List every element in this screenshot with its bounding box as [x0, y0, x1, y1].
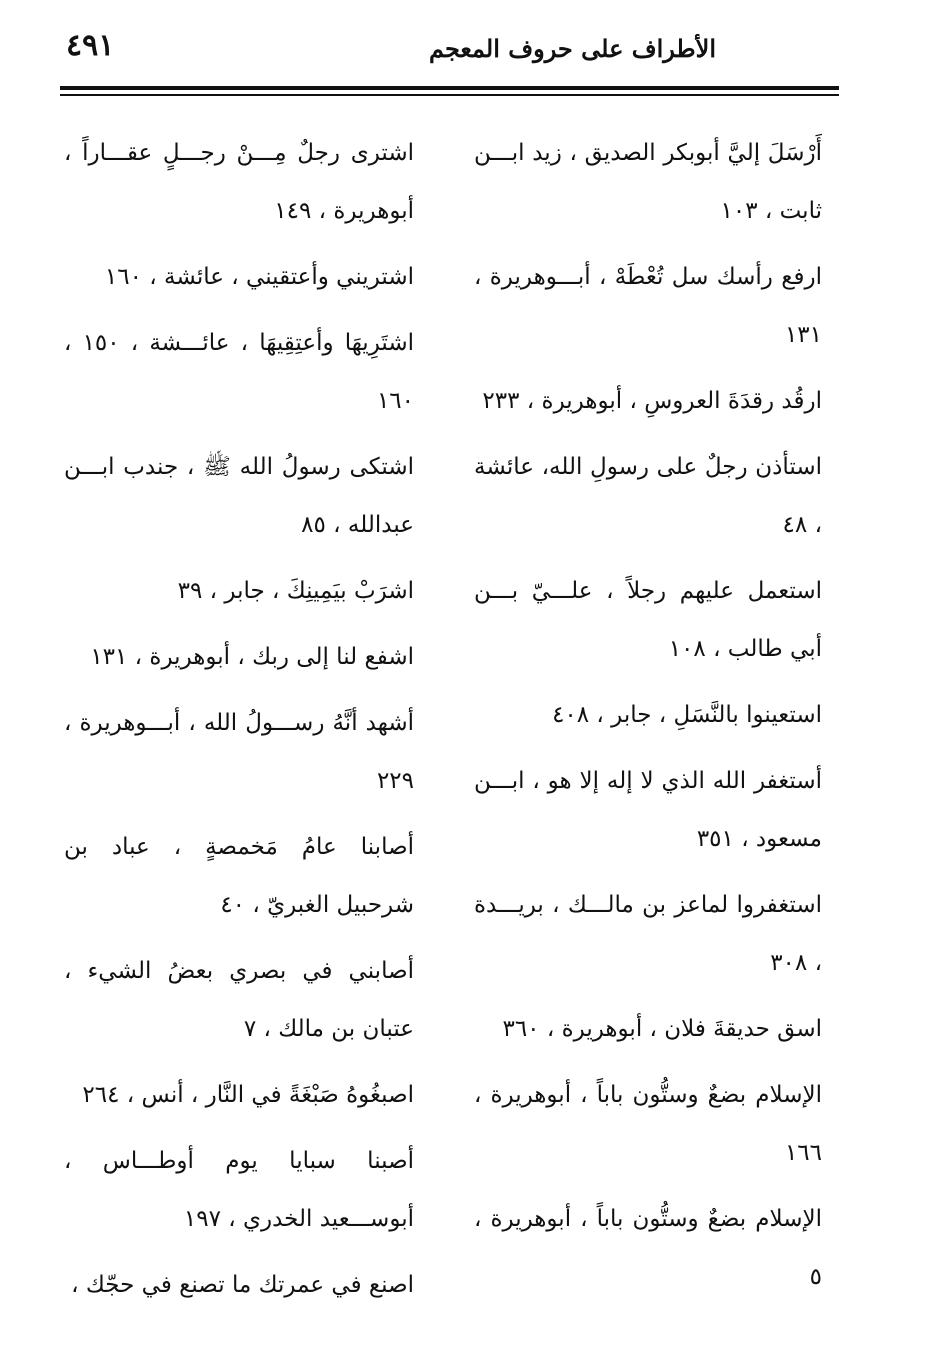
index-entry: استأذن رجلٌ على رسولِ الله، عائشة ، ٤٨	[474, 454, 822, 538]
index-entry: اصنع في عمرتك ما تصنع في حجّك ،	[71, 1272, 414, 1298]
index-entry: أصبنا سبايا يوم أوطـــاس ، أبوســـعيد الخدري ، ١٩٧	[64, 1148, 414, 1232]
index-entry: اشتريني وأعتقيني ، عائشة ، ١٦٠	[104, 264, 414, 290]
index-entry: أَرْسَلَ إليَّ أبوبكر الصديق ، زيد ابـــن ثابت ، ١٠٣	[474, 140, 822, 224]
index-column-left	[64, 124, 414, 1322]
index-entry: أستغفر الله الذي لا إله إلا هو ، ابـــن مسعود ، ٣٥١	[474, 768, 822, 852]
index-column-right	[474, 124, 822, 1314]
index-entry: استعينوا بالنَّسَلِ ، جابر ، ٤٠٨	[552, 702, 822, 728]
index-entry: أصابني في بصري بعضُ الشيء ، عتبان بن مالك ، ٧	[64, 958, 414, 1042]
page-number: ٤٩١	[66, 28, 115, 63]
index-entry: اشفع لنا إلى ربك ، أبوهريرة ، ١٣١	[90, 644, 414, 670]
index-entry: الإسلام بضعٌ وستُّون باباً ، أبوهريرة ، ١٦٦	[474, 1082, 822, 1166]
index-entry: ارفع رأسك سل تُعْطَهْ ، أبـــوهريرة ، ١٣١	[474, 264, 822, 348]
header-rule-thin	[60, 94, 839, 96]
index-entry: اشترى رجلٌ مِـــنْ رجـــلٍ عقـــاراً ، أبوهريرة ، ١٤٩	[64, 140, 414, 224]
index-entry: اشرَبْ بيَمِينِكَ ، جابر ، ٣٩	[177, 578, 414, 604]
index-entry: اشتَرِيهَا وأعتِقِيهَا ، عائـــشة ، ١٥٠ ، ١٦٠	[64, 330, 415, 414]
index-entry: اشتكى رسولُ الله ﷺ ، جندب ابـــن عبدالله ، ٨٥	[64, 454, 414, 538]
index-entry: اسق حديقةَ فلان ، أبوهريرة ، ٣٦٠	[502, 1016, 822, 1042]
header-rule-thick	[60, 86, 839, 90]
index-entry: استعمل عليهم رجلاً ، علـــيّ بـــن أبي طالب ، ١٠٨	[474, 578, 822, 662]
index-entry: ارقُد رقدَةَ العروسِ ، أبوهريرة ، ٢٣٣	[482, 388, 822, 414]
index-entry: أشهد أنَّهُ رســـولُ الله ، أبـــوهريرة ، ٢٢٩	[64, 710, 414, 794]
index-entry: اصبغُوهُ صَبْغَةً في النَّار ، أنس ، ٢٦٤	[82, 1082, 414, 1108]
index-entry: أصابنا عامُ مَخمصةٍ ، عباد بن شرحبيل الغبريّ ، ٤٠	[64, 834, 414, 918]
index-entry: استغفروا لماعز بن مالـــك ، بريـــدة ، ٣٠٨	[474, 892, 822, 976]
running-title: الأطراف على حروف المعجم	[428, 34, 716, 63]
index-entry: الإسلام بضعٌ وستُّون باباً ، أبوهريرة ، ٥	[474, 1206, 822, 1290]
